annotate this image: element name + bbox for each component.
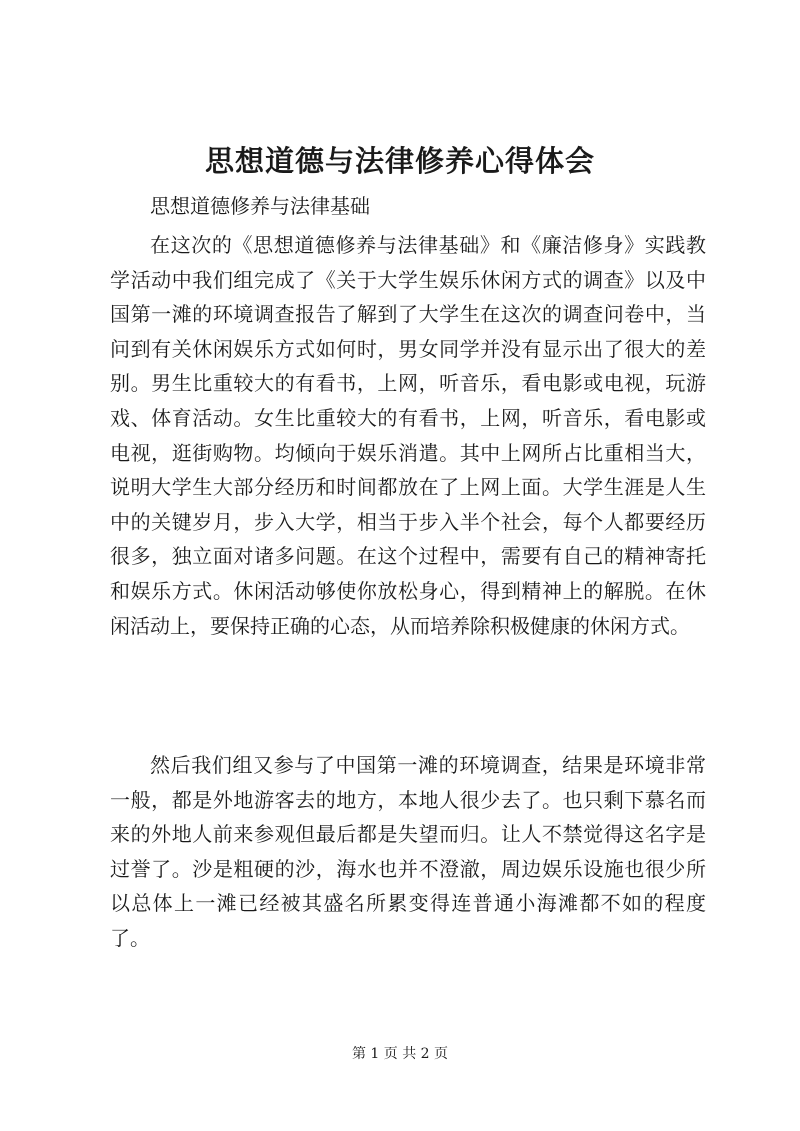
document-title: 思想道德与法律修养心得体会 [204,144,595,178]
page-footer: 第 1 页 共 2 页 [351,1046,449,1062]
paragraph-2: 然后我们组又参与了中国第一滩的环境调查，结果是环境非常一般，都是外地游客去的地方，本地人很少去了。也只剩下慕名而来的外地人前来参观但最后都是失望而归。让人不禁觉得这名字是过誉了。沙是粗硬的沙，海水也并不澄澈，周边娱乐设施也很少所以总体上一滩已经被其盛名所累变得连普通小海滩都不如的程度了。 [110,753,706,950]
document-subtitle: 思想道德修养与法律基础 [150,194,370,218]
paragraph-1: 在这次的《思想道德修养与法律基础》和《廉洁修身》实践教学活动中我们组完成了《关于大学生娱乐休闲方式的调查》以及中国第一滩的环境调查报告了解到了大学生在这次的调查问卷中，当问到有关休闲娱乐方式如何时，男女同学并没有显示出了很大的差别。男生比重较大的有看书，上网，听音乐，看电影或电视，玩游戏、体育活动。女生比重较大的有看书，上网，听音乐，看电影或电视，逛街购物。均倾向于娱乐消遣。其中上网所占比重相当大，说明大学生大部分经历和时间都放在了上网上面。大学生涯是人生中的关键岁月，步入大学，相当于步入半个社会，每个人都要经历很多，独立面对诸多问题。在这个过程中，需要有自己的精神寄托和娱乐方式。休闲活动够使你放松身心，得到精神上的解脱。在休闲活动上，要保持正确的心态，从而培养除积极健康的休闲方式。 [110,233,706,638]
